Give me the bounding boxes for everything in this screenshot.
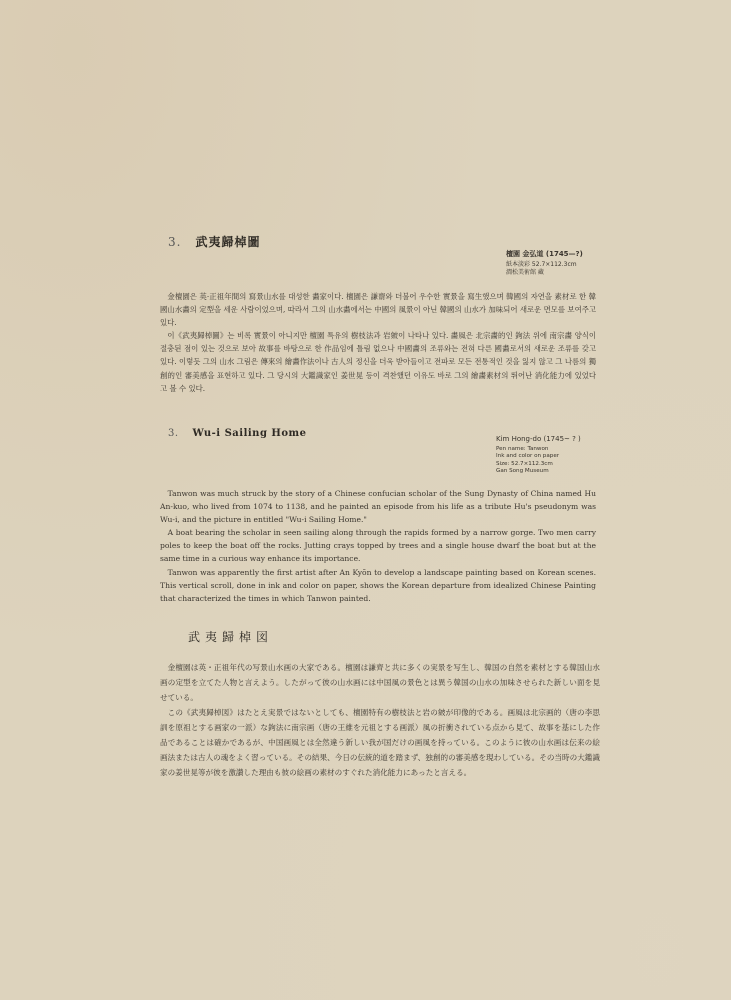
paragraph: 이《武夷歸棹圖》는 비록 實景이 아니지만 檀園 특유의 樹枝法과 岩皴이 나타나 있다. 畵風은 北宗畵的인 鉤法 위에 南宗畵 양식이 절충된 점이 있는 것으로 보아 故事를 바탕으로 한 作品임에 틀림 없으나 中國畵의 조류와는 전혀 다른 國畵로서의 새로운 조류를 갖고 있다. 이렇듯 그의 山水 그림은 傳來의 繪畵作法이나 古人의 정신을 더욱 받아들이고 전파로 모든 전통적인 것을 잃지 않고 그 나름의 獨創的인 審美感을 표현하고 있다. 그 당시의 大鑑識家인 姜世晃 등이 격찬했던 이유도 바로 그의 繪畵素材의 뛰어난 消化能力에 있었다고 볼 수 있다.	[160, 331, 596, 393]
artist-name: Kim Hong-do (1745~ ? )	[496, 435, 581, 443]
paragraph: Tanwon was apparently the first artist after An Kyŏn to develop a landscape painting based on Korean scenes. This vertical scroll, done in ink and color on paper, shows the Korean departure from idealized Chinese Painting that characterized the times in which Tanwon painted.	[160, 567, 596, 603]
korean-artwork-meta	[506, 250, 583, 278]
paragraph: この《武夷歸棹図》はたとえ実景ではないとしても、檀園特有の樹枝法と岩の皴が印像的である。画風は北宗画的（唐の李思訓を原祖とする画家の一派）な鉤法に南宗画（唐の王維を元祖とする画派）風の折衝されている点から見て、故事を基にした作品であることは確かであるが、中国画風とは全然違う新しい我が国だけの画風を持っている。このように彼の山水画は伝来の絵画法または古人の魂をよく習っている。その結果、今日の伝統的道を踏まず、独創的の審美感を現わしている。その当時の大鑑識家の姜世晃等が彼を激讃した理由も彼の絵画の素材のすぐれた消化能力にあったと言える。	[160, 708, 600, 777]
japanese-section-title: 武夷歸棹図	[188, 630, 274, 644]
title-text: Wu-i Sailing Home	[192, 428, 307, 439]
section-number: 3.	[168, 235, 182, 249]
section-number: 3.	[168, 428, 179, 439]
paragraph: Tanwon was much struck by the story of a Chinese confucian scholar of the Sung Dynasty of China named Hu An-kuo, who lived from 1074 to 1138, and he painted an episode from his life as a tribute Hu's pseudonym was Wu-i, and the picture in entitled "Wu-i Sailing Home."	[160, 489, 596, 525]
english-section-title	[168, 428, 306, 439]
artist-name: 檀園 金弘道 (1745—?)	[506, 250, 583, 258]
japanese-body-text	[160, 660, 600, 780]
medium-size: 紙本淡彩 52.7×112.3cm	[506, 260, 577, 268]
collection: Gan Song Museum	[496, 468, 549, 475]
english-body-text	[160, 487, 596, 605]
medium: Ink and color on paper	[496, 453, 560, 460]
title-text: 武夷歸棹圖	[195, 235, 261, 249]
pen-name: Pen name: Tanwon	[496, 445, 549, 452]
korean-section-title	[168, 233, 260, 250]
paragraph: 金檀園は英・正祖年代の写景山水画の大家である。檀園は謙齊と共に多くの実景を写生し、韓国の自然を素材とする韓国山水画の定型を立てた人物と言えよう。したがって彼の山水画には中国風の景色とは異う韓国の山水の加味させられた新しい面を見せている。	[160, 663, 600, 702]
paragraph: 金檀園은 英·正祖年間의 寫景山水를 대성한 畵家이다. 檀園은 謙齋와 더불어 우수한 實景을 寫生했으며 韓國의 자연을 素材로 한 韓國山水畵의 定型을 세운 사람이었으며, 따라서 그의 山水畵에서는 中國의 風景이 아닌 韓國의 山水가 加味되어 새로운 면모를 보여주고 있다.	[160, 292, 596, 328]
size: Size: 52.7×112.3cm	[496, 460, 553, 467]
korean-body-text	[160, 290, 596, 395]
english-artwork-meta	[496, 436, 581, 476]
collection: 澗松美術館 藏	[506, 269, 544, 276]
paragraph: A boat bearing the scholar in seen sailing along through the rapids formed by a narrow gorge. Two men carry poles to keep the boat off the rocks. Jutting crays topped by trees and a single house dwarf the boat but at the same time in a curious way enhance its importance.	[160, 528, 596, 564]
